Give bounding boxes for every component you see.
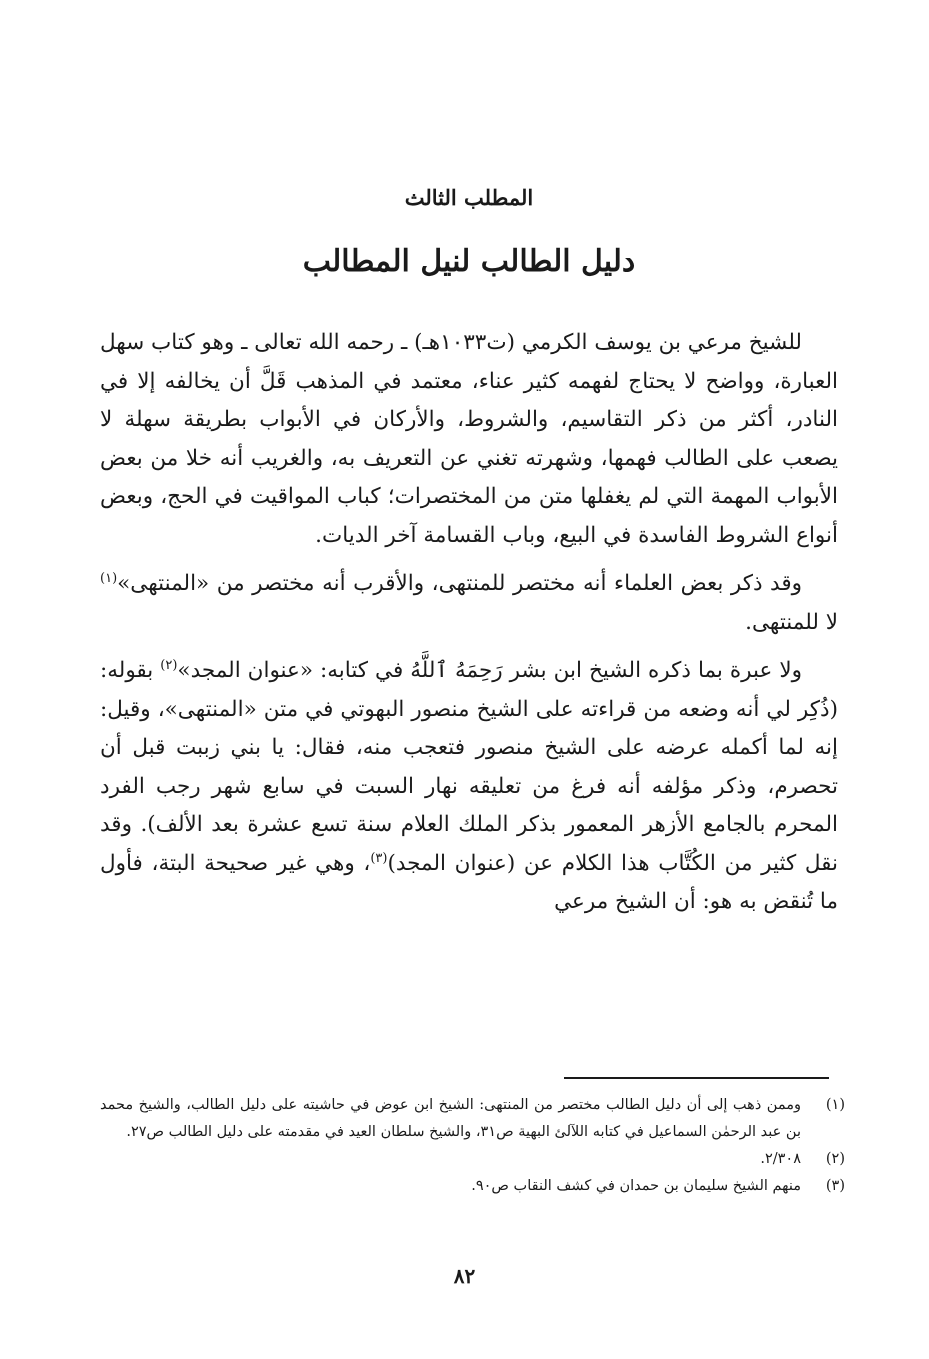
paragraph-text: وقد ذكر بعض العلماء أنه مختصر للمنتهى، والأقرب أنه مختصر من «المنتهى» <box>117 571 802 596</box>
footnote-separator <box>564 1077 829 1079</box>
footnote-number: (١) <box>825 1097 845 1113</box>
paragraph-text-end: ، وهي غير صحيحة البتة، فأول ما تُنقض به هو: أن الشيخ مرعي <box>100 850 838 914</box>
page-title: دليل الطالب لنيل المطالب <box>302 244 636 279</box>
footnote-number: (٢) <box>825 1151 845 1167</box>
footnote-ref-2[interactable]: (٢) <box>160 657 178 673</box>
footnote-3 <box>100 1173 845 1200</box>
paragraph-3 <box>100 652 838 922</box>
footnote-text: ٢/٣٠٨. <box>760 1151 801 1167</box>
footnote-1 <box>100 1092 845 1146</box>
paragraph-text: ولا عبرة بما ذكره الشيخ ابن بشر رَحِمَهُ ٱللَّهُ في كتابه: «عنوان المجد» <box>177 658 802 683</box>
paragraph-text-cont: بقوله: (ذُكِر لي أنه وضعه من قراءته على الشيخ منصور البهوتي في متن «المنتهى»، وقيل: إنه لما أكمله عرضه على الشيخ منصور فتعجب منه، فقال: يا بني زببت قبل أن تحصرم، وذكر مؤلفه أنه فرغ من تعليقه نهار السبت في سابع شهر رجب الفرد المحرم بالجامع الأزهر المعمور بذكر الملك العلام سنة تسع عشرة بعد الألف). وقد نقل كثير من الكُتَّاب هذا الكلام عن (عنوان المجد) <box>100 658 839 876</box>
paragraph-text: للشيخ مرعي بن يوسف الكرمي (ت١٠٣٣هـ) ـ رحمه الله تعالى ـ وهو كتاب سهل العبارة، وواضح لا يحتاج لفهمه كثير عناء، معتمد في المذهب قَلَّ أن يخالفه إلا في النادر، أكثر من ذكر التقاسيم، والشروط، والأركان في الأبواب بطريقة سهلة لا يصعب على الطالب فهمها، وشهرته تغني عن التعريف به، والغريب أنه خلا من بعض الأبواب المهمة التي لم يغفلها متن من المختصرات؛ كباب المواقيت في الحج، وبعض أنواع الشروط الفاسدة في البيع، وباب القسامة آخر الديات. <box>100 330 838 548</box>
footnote-2 <box>100 1146 845 1173</box>
paragraph-text-cont: لا للمنتهى. <box>745 609 838 635</box>
main-text <box>100 324 838 922</box>
footnote-number: (٣) <box>825 1178 845 1194</box>
footnote-ref-1[interactable]: (١) <box>100 570 118 586</box>
page-number: ٨٢ <box>453 1264 476 1288</box>
footnote-text: منهم الشيخ سليمان بن حمدان في كشف النقاب ص٩٠. <box>471 1178 801 1194</box>
page-body <box>100 170 838 932</box>
footnote-text: وممن ذهب إلى أن دليل الطالب مختصر من المنتهى: الشيخ ابن عوض في حاشيته على دليل الطالب، والشيخ محمد بن عبد الرحمٰن السماعيل في كتابه اللآلئ البهية ص٣١، والشيخ سلطان العيد في مقدمته على دليل الطالب ص٢٧. <box>100 1097 801 1140</box>
paragraph-2 <box>100 565 838 642</box>
section-label: المطلب الثالث <box>404 185 534 210</box>
footnote-ref-3[interactable]: (٣) <box>370 850 388 866</box>
paragraph-1 <box>100 324 838 555</box>
footnotes <box>100 1092 845 1200</box>
